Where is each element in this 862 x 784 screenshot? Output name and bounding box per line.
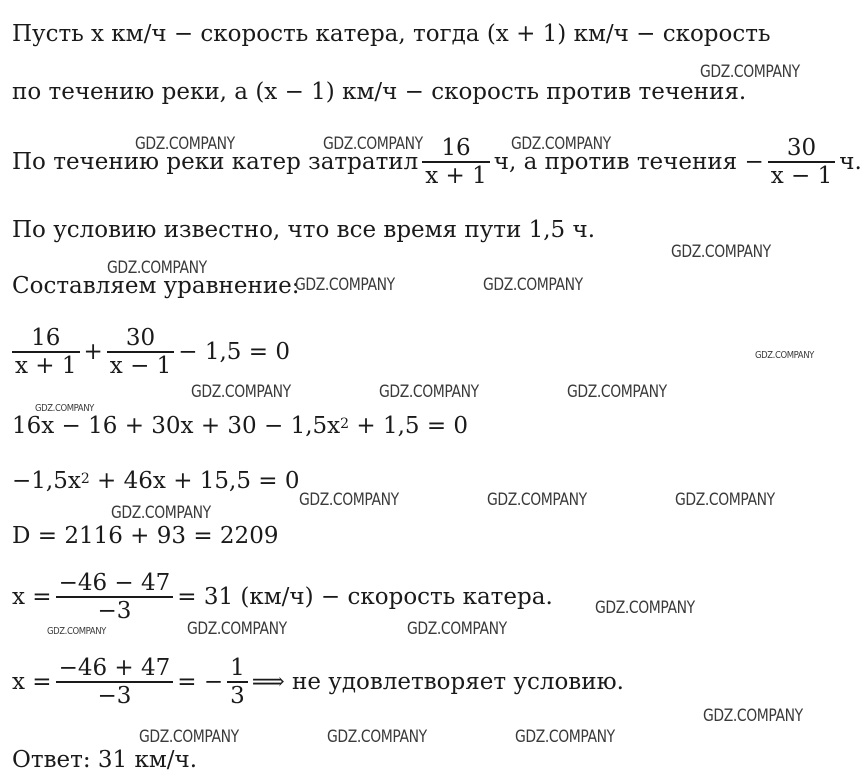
fraction-numerator: 16 [31, 325, 61, 351]
line3-suffix: ч. [839, 148, 862, 175]
watermark: GDZ.COMPANY [111, 503, 211, 523]
equation-3-part-b: + 46x + 15,5 = 0 [89, 468, 300, 494]
root-2-result-fraction [227, 655, 248, 709]
watermark: GDZ.COMPANY [107, 258, 207, 278]
watermark: GDZ.COMPANY [567, 382, 667, 402]
fraction-numerator: 1 [230, 655, 245, 681]
watermark: GDZ.COMPANY [327, 727, 427, 747]
fraction-denominator: 3 [230, 682, 245, 709]
equation-3 [12, 467, 300, 495]
fraction-denominator: x − 1 [770, 162, 833, 189]
line3-middle: ч, а против течения − [493, 148, 764, 175]
exponent: 2 [340, 416, 350, 432]
equation-3-part-a: −1,5x [12, 468, 81, 494]
fraction-numerator: −46 + 47 [58, 655, 171, 681]
watermark: GDZ.COMPANY [299, 490, 399, 510]
watermark: GDZ.COMPANY [191, 382, 291, 402]
watermark: GDZ.COMPANY [515, 727, 615, 747]
watermark: GDZ.COMPANY [755, 350, 814, 361]
fraction-numerator: 16 [441, 135, 471, 161]
watermark: GDZ.COMPANY [703, 706, 803, 726]
equation-2-part-a: 16x − 16 + 30x + 30 − 1,5x [12, 413, 341, 439]
watermark: GDZ.COMPANY [487, 490, 587, 510]
root-2-lhs: x = [12, 668, 52, 695]
fraction-denominator: x + 1 [15, 352, 77, 379]
line3-prefix: По течению реки катер затратил [12, 148, 419, 175]
fraction-upstream-time [768, 135, 836, 189]
root-1-fraction [56, 570, 174, 624]
fraction-denominator: x − 1 [109, 352, 172, 379]
equation-1-rest: − 1,5 = 0 [178, 338, 290, 365]
watermark: GDZ.COMPANY [47, 626, 106, 637]
equation-fraction-1 [12, 325, 80, 379]
fraction-denominator: x + 1 [425, 162, 487, 189]
watermark: GDZ.COMPANY [407, 619, 507, 639]
answer-line: Ответ: 31 км/ч. [12, 747, 198, 773]
equation-1 [8, 325, 290, 379]
root-2 [12, 655, 624, 709]
fraction-denominator: −3 [97, 682, 132, 709]
root-1-rhs: = 31 (км/ч) − скорость катера. [177, 583, 553, 610]
watermark: GDZ.COMPANY [511, 134, 611, 154]
watermark: GDZ.COMPANY [671, 242, 771, 262]
equation-2 [12, 412, 468, 440]
text-line-4: По условию известно, что все время пути 1,5 ч. [12, 217, 596, 243]
text-line-1: Пусть x км/ч − скорость катера, тогда (x + 1) км/ч − скорость [12, 21, 771, 47]
exponent: 2 [80, 471, 90, 487]
watermark: GDZ.COMPANY [139, 727, 239, 747]
watermark: GDZ.COMPANY [595, 598, 695, 618]
root-1 [12, 570, 553, 624]
root-2-fraction [56, 655, 174, 709]
watermark: GDZ.COMPANY [187, 619, 287, 639]
root-1-lhs: x = [12, 583, 52, 610]
watermark: GDZ.COMPANY [379, 382, 479, 402]
watermark: GDZ.COMPANY [483, 275, 583, 295]
equation-fraction-2 [107, 325, 175, 379]
root-2-middle: = − [177, 668, 224, 695]
fraction-numerator: 30 [125, 325, 156, 351]
fraction-denominator: −3 [97, 597, 132, 624]
watermark: GDZ.COMPANY [295, 275, 395, 295]
discriminant-line: D = 2116 + 93 = 2209 [12, 523, 279, 549]
watermark: GDZ.COMPANY [35, 403, 94, 414]
root-2-rhs: ⟹ не удовлетворяет условию. [251, 668, 624, 695]
fraction-downstream-time [422, 135, 490, 189]
watermark: GDZ.COMPANY [700, 62, 800, 82]
text-line-5: Составляем уравнение: [12, 273, 300, 299]
equation-2-part-b: + 1,5 = 0 [349, 413, 469, 439]
fraction-numerator: 30 [786, 135, 817, 161]
fraction-numerator: −46 − 47 [58, 570, 171, 596]
watermark: GDZ.COMPANY [675, 490, 775, 510]
text-line-2: по течению реки, а (x − 1) км/ч − скорость против течения. [12, 79, 747, 105]
watermark: GDZ.COMPANY [135, 134, 235, 154]
plus-sign: + [83, 338, 103, 365]
watermark: GDZ.COMPANY [323, 134, 423, 154]
